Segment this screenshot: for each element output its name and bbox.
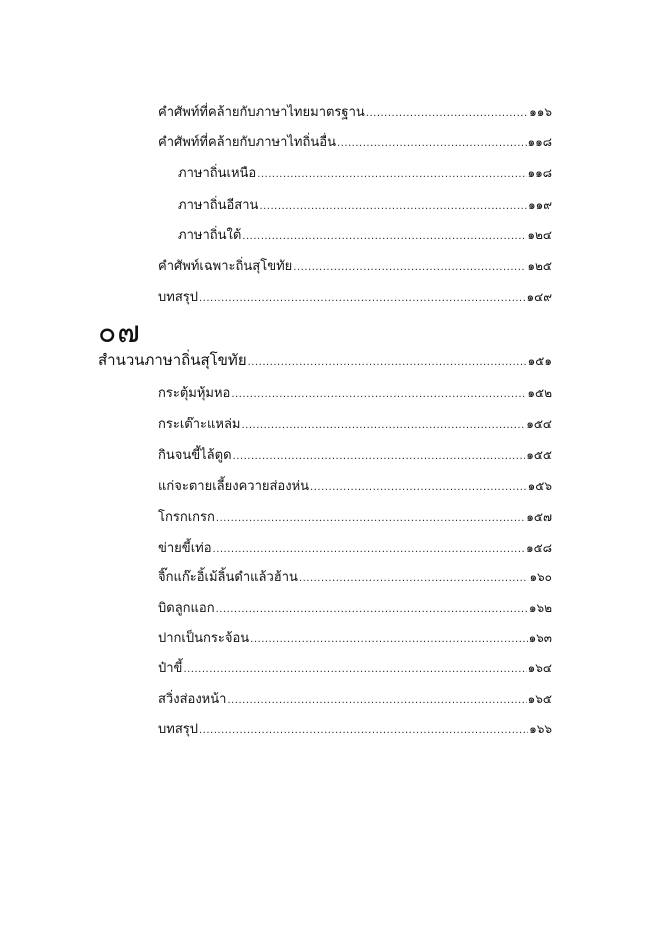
dot-leader <box>259 196 527 218</box>
dot-leader <box>299 568 529 590</box>
toc-subentry <box>178 194 552 216</box>
toc-entry-page: ๑๖๕ <box>527 692 552 706</box>
toc-entry <box>158 627 552 649</box>
dot-leader <box>227 690 526 712</box>
toc-entry-page: ๑๒๔ <box>527 228 552 242</box>
toc-subentry <box>178 224 552 246</box>
toc-entry-page: ๑๖๐ <box>529 570 552 584</box>
toc-entry-label: แก่จะตายเลี้ยงควายส่องห่น <box>158 479 310 494</box>
chapter-number: ๐๗ <box>98 315 141 350</box>
toc-entry-label: ภาษาถิ่นเหนือ <box>178 166 257 181</box>
toc-entry-page: ๑๕๘ <box>526 541 552 555</box>
dot-leader <box>199 720 528 742</box>
toc-entry-page: ๑๑๘ <box>527 135 552 149</box>
toc-entry-page: ๑๑๖ <box>529 105 552 119</box>
toc-entry-label: ปากเป็นกระจ้อน <box>158 631 250 646</box>
toc-entry-page: ๑๕๕ <box>526 448 552 462</box>
toc-entry-page: ๑๖๖ <box>529 722 552 736</box>
dot-leader <box>199 288 526 310</box>
toc-subentry <box>178 162 552 184</box>
toc-entry-label: โกรกเกรก <box>158 510 215 525</box>
chapter-title: สำนวนภาษาถิ่นสุโขทัย <box>98 351 247 369</box>
toc-entry <box>158 475 552 497</box>
toc-entry-page: ๑๕๔ <box>526 417 552 431</box>
toc-entry-label: กระเต๊าะแหล่ม <box>158 417 241 432</box>
toc-entry-page: ๑๖๒ <box>528 601 552 615</box>
toc-entry-label: ป๋าขี้ <box>158 661 183 676</box>
toc-entry-label: บทสรุป <box>158 290 198 305</box>
toc-entry-label: กินจนขี้ไล้ตูด <box>158 448 232 463</box>
toc-entry-label: กระตุ้มหุ้มหอ <box>158 386 231 401</box>
toc-entry-label: ภาษาถิ่นใต้ <box>178 228 242 243</box>
toc-entry <box>158 597 552 619</box>
dot-leader <box>242 226 526 248</box>
dot-leader <box>310 477 527 499</box>
toc-entry <box>158 101 552 123</box>
toc-entry-label: บิดลูกแอก <box>158 601 215 616</box>
toc-entry <box>158 688 552 710</box>
toc-entry-label: จิ๊กแก๊ะอิ้เม้ลิ้นดำแล้วฮ้าน <box>158 570 298 585</box>
toc-entry-page: ๑๖๓ <box>528 631 552 645</box>
dot-leader <box>213 539 526 561</box>
toc-entry <box>158 286 552 308</box>
toc-entry <box>158 506 552 528</box>
chapter-page: ๑๕๑ <box>527 354 552 368</box>
toc-entry <box>158 444 552 466</box>
toc-entry-page: ๑๔๙ <box>526 290 552 304</box>
dot-leader <box>248 352 527 374</box>
dot-leader <box>233 446 526 468</box>
toc-entry-label: ภาษาถิ่นอีสาน <box>178 198 259 213</box>
dot-leader <box>231 384 526 406</box>
dot-leader <box>242 415 526 437</box>
toc-entry-page: ๑๕๗ <box>526 510 552 524</box>
toc-entry-page: ๑๑๙ <box>527 198 552 212</box>
toc-entry-label: คำศัพท์ที่คล้ายกับภาษาไทยมาตรฐาน <box>158 105 365 120</box>
toc-entry-page: ๑๕๒ <box>527 386 552 400</box>
dot-leader <box>216 508 525 530</box>
toc-entry <box>158 537 552 559</box>
dot-leader <box>293 257 526 279</box>
toc-entry-page: ๑๕๖ <box>527 479 552 493</box>
toc-entry <box>158 718 552 740</box>
toc-entry-label: สวิ่งส่องหน้า <box>158 692 227 707</box>
dot-leader <box>257 164 526 186</box>
toc-entry-page: ๑๖๔ <box>527 661 552 675</box>
toc-entry <box>158 566 552 588</box>
toc-entry <box>158 413 552 435</box>
toc-entry-label: คำศัพท์เฉพาะถิ่นสุโขทัย <box>158 259 293 274</box>
toc-entry-page: ๑๒๕ <box>527 259 552 273</box>
dot-leader <box>216 599 528 621</box>
dot-leader <box>337 133 527 155</box>
toc-entry-label: บทสรุป <box>158 722 198 737</box>
dot-leader <box>366 103 528 125</box>
dot-leader <box>250 629 527 651</box>
chapter-title-entry <box>98 349 552 371</box>
toc-entry-label: คำศัพท์ที่คล้ายกับภาษาไทถิ่นอื่น <box>158 135 336 150</box>
toc-entry-page: ๑๑๘ <box>527 166 552 180</box>
toc-entry-label: ข่ายขี้เท่อ <box>158 541 212 556</box>
dot-leader <box>183 659 526 681</box>
toc-entry <box>158 657 552 679</box>
toc-entry <box>158 382 552 404</box>
toc-entry <box>158 255 552 277</box>
toc-entry <box>158 131 552 153</box>
